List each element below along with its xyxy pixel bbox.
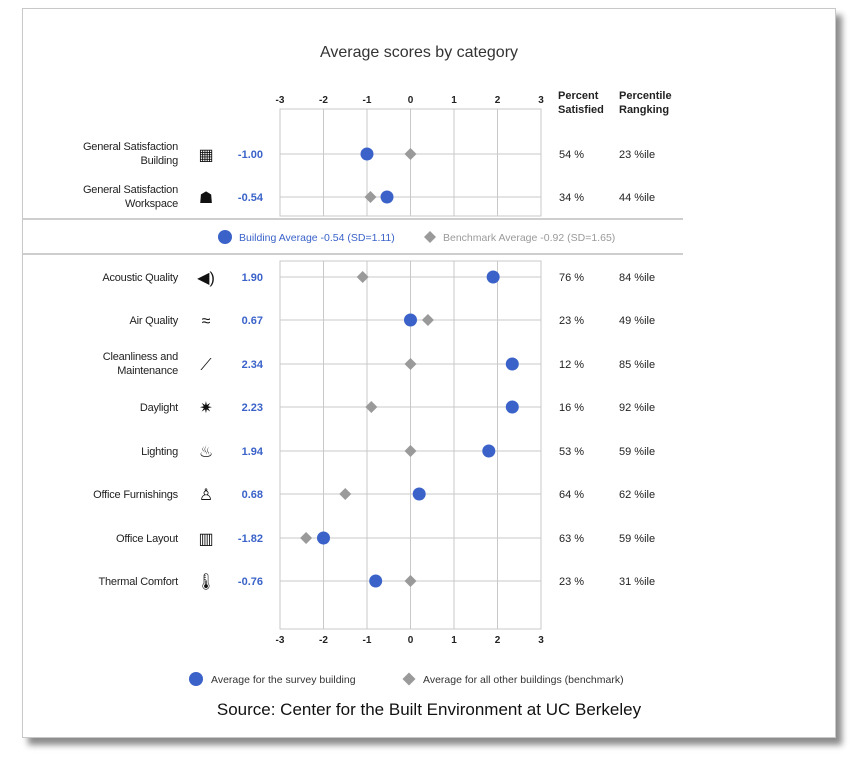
speaker-icon: ◀) [197, 270, 215, 287]
x-tick-bottom: 2 [494, 635, 501, 646]
legend-benchmark-marker [403, 673, 416, 686]
category-row-label: Acoustic Quality [102, 272, 178, 284]
sun-icon: ✷ [199, 400, 213, 417]
x-tick-bottom: 3 [538, 635, 544, 646]
legend-benchmark-text: Average for all other buildings (benchmark) [423, 674, 624, 686]
category-row-percent: 23 % [559, 576, 585, 588]
x-tick-top: 2 [494, 95, 501, 106]
category-row-percentile: 84 %ile [619, 272, 656, 284]
category-row-label: Air Quality [129, 315, 178, 327]
desk-person-icon: ☗ [198, 190, 214, 207]
general-row-building-point [381, 191, 394, 204]
category-row-building-point [482, 445, 495, 458]
header-percent-line2: Satisfied [558, 104, 604, 116]
broom-icon: ⟋ [200, 357, 212, 374]
thermometer-icon: 🌡 [195, 574, 217, 591]
general-row-building-point [361, 148, 374, 161]
scores-chart [23, 9, 835, 737]
category-row-label-line2: Maintenance [117, 365, 178, 377]
legend-building-text: Average for the survey building [211, 674, 356, 686]
category-row-label: Office Layout [115, 533, 178, 545]
category-row-label: Thermal Comfort [98, 576, 178, 588]
category-row-value: 0.67 [241, 315, 263, 327]
category-row-label: Lighting [141, 446, 178, 458]
category-row-building-point [506, 358, 519, 371]
summary-benchmark-marker [424, 231, 436, 243]
category-row-value: -1.82 [237, 533, 263, 545]
category-row-percentile: 59 %ile [619, 533, 656, 545]
category-row-value: 2.34 [241, 359, 263, 371]
category-row-percentile: 31 %ile [619, 576, 656, 588]
x-tick-bottom: -1 [362, 635, 372, 646]
x-tick-bottom: -3 [275, 635, 285, 646]
general-row-percentile: 44 %ile [619, 192, 656, 204]
chart-title: Average scores by category [319, 44, 519, 61]
x-tick-top: 0 [407, 95, 414, 106]
category-row-percent: 23 % [559, 315, 585, 327]
category-row-value: 0.68 [241, 489, 263, 501]
category-row-building-point [369, 575, 382, 588]
summary-building-text: Building Average -0.54 (SD=1.11) [239, 232, 395, 244]
general-row-value: -0.54 [237, 192, 263, 204]
category-row-benchmark-point [422, 314, 434, 326]
category-row-value: -0.76 [237, 576, 263, 588]
category-row-label: Office Furnishings [93, 489, 178, 501]
category-row-benchmark-point [339, 488, 351, 500]
category-row-building-point [413, 488, 426, 501]
header-percentile-line1: Percentile [619, 90, 672, 102]
legend-building-marker [189, 672, 203, 686]
category-row-percentile: 59 %ile [619, 446, 656, 458]
general-row-percent: 54 % [559, 149, 585, 161]
category-row-percent: 53 % [559, 446, 585, 458]
x-tick-top: -1 [362, 95, 372, 106]
x-tick-top: -2 [319, 95, 328, 106]
x-tick-top: 1 [451, 95, 457, 106]
header-percent-line1: Percent [558, 90, 599, 102]
source-text: Source: Center for the Built Environment at UC Berkeley [216, 700, 642, 719]
x-tick-bottom: -2 [319, 635, 328, 646]
category-row-building-point [487, 271, 500, 284]
summary-benchmark-text: Benchmark Average -0.92 (SD=1.65) [443, 232, 616, 244]
floor-plan-icon: ▥ [198, 531, 214, 548]
general-row-percentile: 23 %ile [619, 149, 656, 161]
category-row-percent: 64 % [559, 489, 585, 501]
category-row-value: 1.90 [241, 272, 263, 284]
general-row-label-line1: General Satisfaction [82, 184, 178, 196]
summary-building-marker [218, 230, 232, 244]
category-row-percentile: 92 %ile [619, 402, 656, 414]
category-row-benchmark-point [405, 575, 417, 587]
category-row-percent: 16 % [559, 402, 585, 414]
general-row-benchmark-point [405, 148, 417, 160]
chart-card [22, 8, 836, 738]
x-tick-top: 3 [538, 95, 544, 106]
building-icon: ▦ [198, 147, 214, 164]
category-row-percentile: 85 %ile [619, 359, 656, 371]
category-row-percentile: 62 %ile [619, 489, 656, 501]
category-row-benchmark-point [405, 358, 417, 370]
general-row-percent: 34 % [559, 192, 585, 204]
x-tick-bottom: 1 [451, 635, 457, 646]
category-row-benchmark-point [300, 532, 312, 544]
category-row-percent: 63 % [559, 533, 585, 545]
x-tick-bottom: 0 [407, 635, 414, 646]
category-row-percent: 12 % [559, 359, 585, 371]
general-row-label-line1: General Satisfaction [82, 141, 178, 153]
general-row-value: -1.00 [237, 149, 263, 161]
category-row-percentile: 49 %ile [619, 315, 656, 327]
air-waves-icon: ≈ [201, 313, 211, 330]
category-row-percent: 76 % [559, 272, 585, 284]
x-tick-top: -3 [275, 95, 285, 106]
header-percentile-line2: Rangking [619, 104, 670, 116]
category-row-building-point [317, 532, 330, 545]
office-chair-icon: ♙ [198, 487, 214, 504]
lightbulb-icon: ♨ [198, 444, 214, 461]
category-row-value: 1.94 [241, 446, 263, 458]
general-row-label-line2: Workspace [124, 198, 178, 210]
category-row-label: Daylight [139, 402, 178, 414]
category-row-building-point [506, 401, 519, 414]
general-row-benchmark-point [364, 191, 376, 203]
category-row-label-line1: Cleanliness and [102, 351, 178, 363]
general-row-label-line2: Building [140, 155, 178, 167]
category-row-benchmark-point [405, 445, 417, 457]
category-row-building-point [404, 314, 417, 327]
category-row-value: 2.23 [241, 402, 263, 414]
